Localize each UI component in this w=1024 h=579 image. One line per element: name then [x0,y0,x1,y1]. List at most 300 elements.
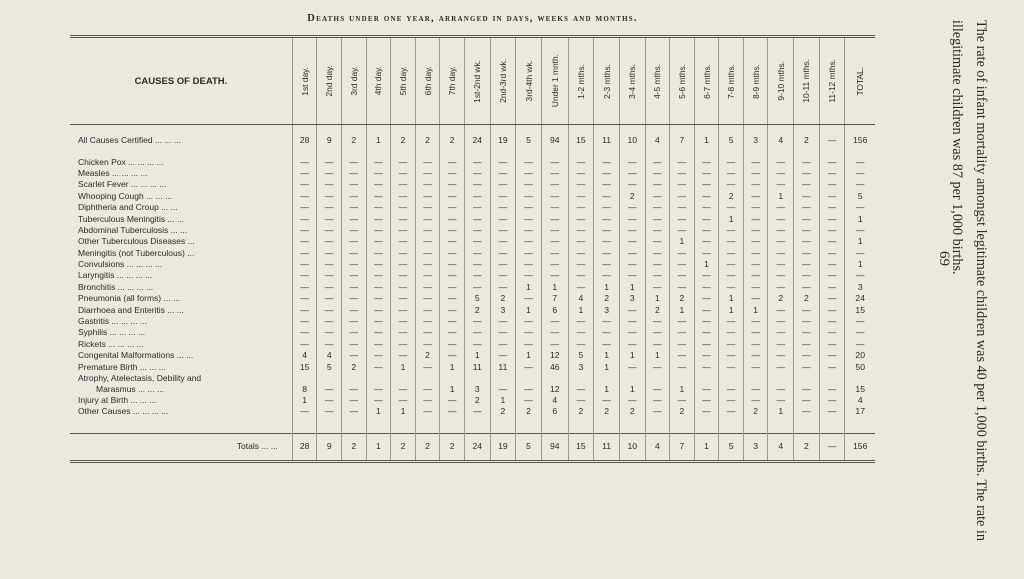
table-row [70,327,875,338]
value-cell: — [794,373,820,395]
value-cell: — [568,395,594,406]
value-cell: 1 [768,406,794,417]
value-cell: — [619,259,645,270]
value-cell: — [391,168,416,179]
value-cell: — [743,270,768,281]
value-cell: — [568,248,594,259]
value-cell: — [670,339,695,350]
value-cell: — [391,225,416,236]
column-header [768,37,794,125]
value-cell: 1 [670,236,695,247]
value-cell: — [490,191,516,202]
value-cell: — [794,225,820,236]
value-cell: — [619,270,645,281]
value-cell: 10 [619,433,645,461]
value-cell: — [719,406,744,417]
value-cell: — [645,361,670,372]
value-cell: — [768,202,794,213]
value-cell: — [719,395,744,406]
cause-label-line2: Marasmus ... ... ... [96,383,165,394]
column-header-label: 4-5 mths. [652,63,663,99]
value-cell: 12 [541,350,568,361]
value-cell: — [819,168,845,179]
value-cell: — [464,213,490,224]
value-cell: — [415,168,440,179]
value-cell: — [619,213,645,224]
table-row [70,316,875,327]
value-cell: — [670,156,695,167]
value-cell: — [719,282,744,293]
value-cell: — [440,293,465,304]
value-cell: — [342,373,367,395]
value-cell: — [845,225,875,236]
value-cell: — [670,191,695,202]
column-header [391,37,416,125]
column-header [670,37,695,125]
value-cell: — [568,179,594,190]
table-row [70,406,875,417]
column-header-label: 3rd-4th wk. [523,60,534,102]
value-cell: — [391,339,416,350]
value-cell: — [541,248,568,259]
value-cell: — [794,395,820,406]
value-cell: — [794,168,820,179]
table-title: Deaths under one year, arranged in days, weeks and months. [307,13,638,24]
value-cell: — [342,248,367,259]
value-cell: — [670,282,695,293]
value-cell: — [694,168,719,179]
cause-label: Injury at Birth ... ... ... [78,395,157,405]
value-cell: — [317,191,342,202]
value-cell: — [670,395,695,406]
value-cell: — [415,270,440,281]
value-cell: 8 [292,373,317,395]
column-header [440,37,465,125]
value-cell: — [743,236,768,247]
value-cell: — [541,191,568,202]
column-header-label: 6th day. [422,66,433,96]
value-cell: — [694,406,719,417]
column-header-label: 7th day. [447,66,458,96]
column-header [342,37,367,125]
value-cell: — [464,339,490,350]
value-cell: — [819,316,845,327]
value-cell: 15 [845,304,875,315]
value-cell: 2 [670,406,695,417]
table-row [70,248,875,259]
value-cell: — [464,282,490,293]
value-cell: — [415,395,440,406]
value-cell: — [694,327,719,338]
column-header [415,37,440,125]
value-cell: — [694,282,719,293]
value-cell: — [440,350,465,361]
value-cell: 1 [719,293,744,304]
value-cell: — [440,395,465,406]
value-cell: — [743,202,768,213]
column-header-label: TOTAL. [855,66,866,96]
value-cell: — [794,156,820,167]
value-cell: — [719,202,744,213]
value-cell: — [645,327,670,338]
value-cell: — [768,236,794,247]
value-cell: — [594,179,620,190]
value-cell: 2 [415,433,440,461]
value-cell: — [670,179,695,190]
value-cell: — [568,373,594,395]
value-cell: 5 [464,293,490,304]
value-cell: 1 [694,259,719,270]
value-cell: — [490,225,516,236]
value-cell: — [645,316,670,327]
value-cell: — [619,304,645,315]
value-cell: — [292,168,317,179]
value-cell: — [619,236,645,247]
table-row [70,350,875,361]
value-cell: — [391,179,416,190]
value-cell: — [819,373,845,395]
value-cell: — [292,202,317,213]
cause-label: Tuberculous Meningitis ... ... [78,213,184,224]
value-cell: — [317,168,342,179]
value-cell: — [819,191,845,202]
value-cell: — [366,361,391,372]
value-cell: — [743,213,768,224]
value-cell: 2 [440,135,465,146]
table-row [70,361,875,372]
cause-label: Chicken Pox ... ... ... ... [78,156,164,167]
value-cell: 11 [464,361,490,372]
value-cell: 1 [594,350,620,361]
column-header [490,37,516,125]
value-cell: 5 [516,135,542,146]
value-cell: — [694,339,719,350]
value-cell: 28 [292,433,317,461]
column-header-label: 5-6 mths. [676,63,687,99]
value-cell: — [490,350,516,361]
value-cell: — [670,270,695,281]
value-cell: 12 [541,373,568,395]
value-cell: 11 [594,433,620,461]
value-cell: — [819,406,845,417]
cause-label: Syphilis ... ... ... ... [78,327,146,338]
value-cell: — [391,316,416,327]
value-cell: 2 [594,406,620,417]
value-cell: — [794,179,820,190]
value-cell: — [366,179,391,190]
value-cell: — [819,361,845,372]
cause-label: Laryngitis ... ... ... ... [78,270,153,281]
value-cell: — [490,327,516,338]
value-cell: 156 [845,433,875,461]
value-cell: — [490,168,516,179]
value-cell: — [645,191,670,202]
value-cell: — [342,236,367,247]
value-cell: — [516,202,542,213]
value-cell: — [415,361,440,372]
value-cell: 19 [490,135,516,146]
value-cell: — [694,179,719,190]
value-cell: — [619,225,645,236]
value-cell: 1 [670,304,695,315]
column-header [794,37,820,125]
cause-label: Other Causes ... ... ... ... [78,406,169,417]
value-cell: — [694,395,719,406]
value-cell: — [794,316,820,327]
value-cell: — [342,327,367,338]
value-cell: — [694,156,719,167]
value-cell: — [719,248,744,259]
column-header-label: 7-8 mths. [726,63,737,99]
value-cell: 11 [490,361,516,372]
value-cell: — [768,327,794,338]
value-cell: — [619,156,645,167]
column-header [464,37,490,125]
value-cell: 156 [845,135,875,146]
value-cell: — [317,202,342,213]
value-cell: 2 [391,135,416,146]
value-cell: — [768,259,794,270]
value-cell: 9 [317,135,342,146]
column-header-label: 5th day. [397,66,408,96]
table-row [70,304,875,315]
value-cell: — [317,270,342,281]
value-cell: 1 [366,433,391,461]
cause-label: Diarrhoea and Enteritis ... ... [78,304,184,315]
value-cell: — [743,361,768,372]
value-cell: — [594,339,620,350]
column-header [719,37,744,125]
value-cell: — [366,316,391,327]
value-cell: — [292,191,317,202]
value-cell: — [594,191,620,202]
value-cell: 2 [490,293,516,304]
value-cell: — [366,236,391,247]
value-cell: 7 [670,433,695,461]
value-cell: — [743,373,768,395]
value-cell: — [568,168,594,179]
value-cell: — [415,202,440,213]
value-cell: 2 [794,433,820,461]
value-cell: — [317,373,342,395]
value-cell: — [768,339,794,350]
table-row [70,213,875,224]
value-cell: — [366,304,391,315]
value-cell: — [366,213,391,224]
column-header-label: 3rd day. [348,66,359,96]
mortality-note-wrapper [873,20,993,560]
value-cell: — [464,202,490,213]
value-cell: 1 [768,191,794,202]
value-cell: — [516,179,542,190]
value-cell: — [440,248,465,259]
cause-label: Other Tuberculous Diseases ... [78,236,195,247]
value-cell: — [743,350,768,361]
value-cell: 1 [391,361,416,372]
value-cell: — [366,191,391,202]
value-cell: — [743,168,768,179]
value-cell: — [464,270,490,281]
value-cell: — [317,259,342,270]
value-cell: — [719,361,744,372]
value-cell: 2 [619,191,645,202]
value-cell: 1 [845,213,875,224]
value-cell: 15 [568,433,594,461]
value-cell: — [292,316,317,327]
value-cell: — [440,236,465,247]
value-cell: — [541,202,568,213]
value-cell: — [415,225,440,236]
value-cell: 2 [464,304,490,315]
value-cell: 19 [490,433,516,461]
value-cell: — [490,316,516,327]
value-cell: — [516,248,542,259]
value-cell: — [317,339,342,350]
cause-label: Convulsions ... ... ... ... [78,259,163,270]
table-row [70,339,875,350]
value-cell: 15 [292,361,317,372]
value-cell: — [719,179,744,190]
value-cell: 3 [845,282,875,293]
value-cell: — [719,156,744,167]
value-cell: — [317,156,342,167]
value-cell: — [845,248,875,259]
value-cell: — [594,213,620,224]
value-cell: 1 [568,304,594,315]
value-cell: — [317,225,342,236]
cause-label: Totals ... ... [70,433,292,461]
value-cell: — [415,156,440,167]
value-cell: 1 [619,350,645,361]
table-row [70,225,875,236]
value-cell: — [490,339,516,350]
value-cell: — [645,373,670,395]
value-cell: 7 [670,135,695,146]
table-row [70,433,875,461]
value-cell: — [568,282,594,293]
value-cell: 2 [342,135,367,146]
value-cell: — [694,236,719,247]
value-cell: — [366,395,391,406]
value-cell: 2 [794,293,820,304]
value-cell: — [670,225,695,236]
value-cell: — [819,156,845,167]
value-cell: 4 [541,395,568,406]
value-cell: 5 [719,433,744,461]
value-cell: — [768,213,794,224]
value-cell: 6 [541,304,568,315]
value-cell: — [819,225,845,236]
value-cell: — [317,406,342,417]
value-cell: 1 [694,135,719,146]
value-cell: — [391,191,416,202]
value-cell: 1 [292,395,317,406]
value-cell: — [490,213,516,224]
value-cell: — [594,259,620,270]
value-cell: — [391,293,416,304]
value-cell: — [464,236,490,247]
value-cell: 3 [743,433,768,461]
column-header [694,37,719,125]
value-cell: — [342,293,367,304]
value-cell: — [845,179,875,190]
value-cell: — [366,293,391,304]
value-cell: — [594,225,620,236]
table-row [70,293,875,304]
value-cell: — [391,202,416,213]
value-cell: 4 [292,350,317,361]
table-row [70,135,875,146]
value-cell: — [317,236,342,247]
value-cell: — [292,282,317,293]
value-cell: — [415,179,440,190]
value-cell: — [619,339,645,350]
value-cell: — [719,316,744,327]
value-cell: — [342,191,367,202]
value-cell: — [819,339,845,350]
table-row [70,191,875,202]
value-cell: — [694,316,719,327]
value-cell: — [391,270,416,281]
value-cell: 17 [845,406,875,417]
value-cell: — [516,191,542,202]
cause-label: Meningitis (not Tuberculous) ... [78,247,195,258]
value-cell: — [845,339,875,350]
value-cell: — [719,225,744,236]
value-cell: — [440,316,465,327]
value-cell: — [342,225,367,236]
value-cell: — [670,248,695,259]
value-cell: — [366,225,391,236]
value-cell: 1 [366,406,391,417]
value-cell: 11 [594,135,620,146]
value-cell: — [342,179,367,190]
value-cell: — [619,316,645,327]
value-cell: — [342,316,367,327]
value-cell: 3 [464,373,490,395]
value-cell: — [768,270,794,281]
value-cell: — [594,327,620,338]
value-cell: — [440,282,465,293]
value-cell: 2 [415,135,440,146]
column-header-label: 10-11 mths. [801,59,812,103]
value-cell: — [391,213,416,224]
value-cell: 1 [516,282,542,293]
value-cell: — [670,361,695,372]
value-cell: — [541,259,568,270]
value-cell: — [743,179,768,190]
value-cell: — [768,156,794,167]
value-cell: — [743,327,768,338]
value-cell: — [719,327,744,338]
value-cell: — [743,156,768,167]
value-cell: — [415,406,440,417]
value-cell: — [342,213,367,224]
value-cell: — [391,304,416,315]
value-cell: — [342,156,367,167]
value-cell: — [568,339,594,350]
value-cell: — [694,350,719,361]
column-header [516,37,542,125]
table-row [70,156,875,167]
value-cell: 1 [464,350,490,361]
value-cell: — [694,373,719,395]
value-cell: — [768,179,794,190]
value-cell: — [317,248,342,259]
value-cell: — [845,327,875,338]
value-cell: — [768,373,794,395]
column-header-label: 1st-2nd wk. [472,59,483,103]
